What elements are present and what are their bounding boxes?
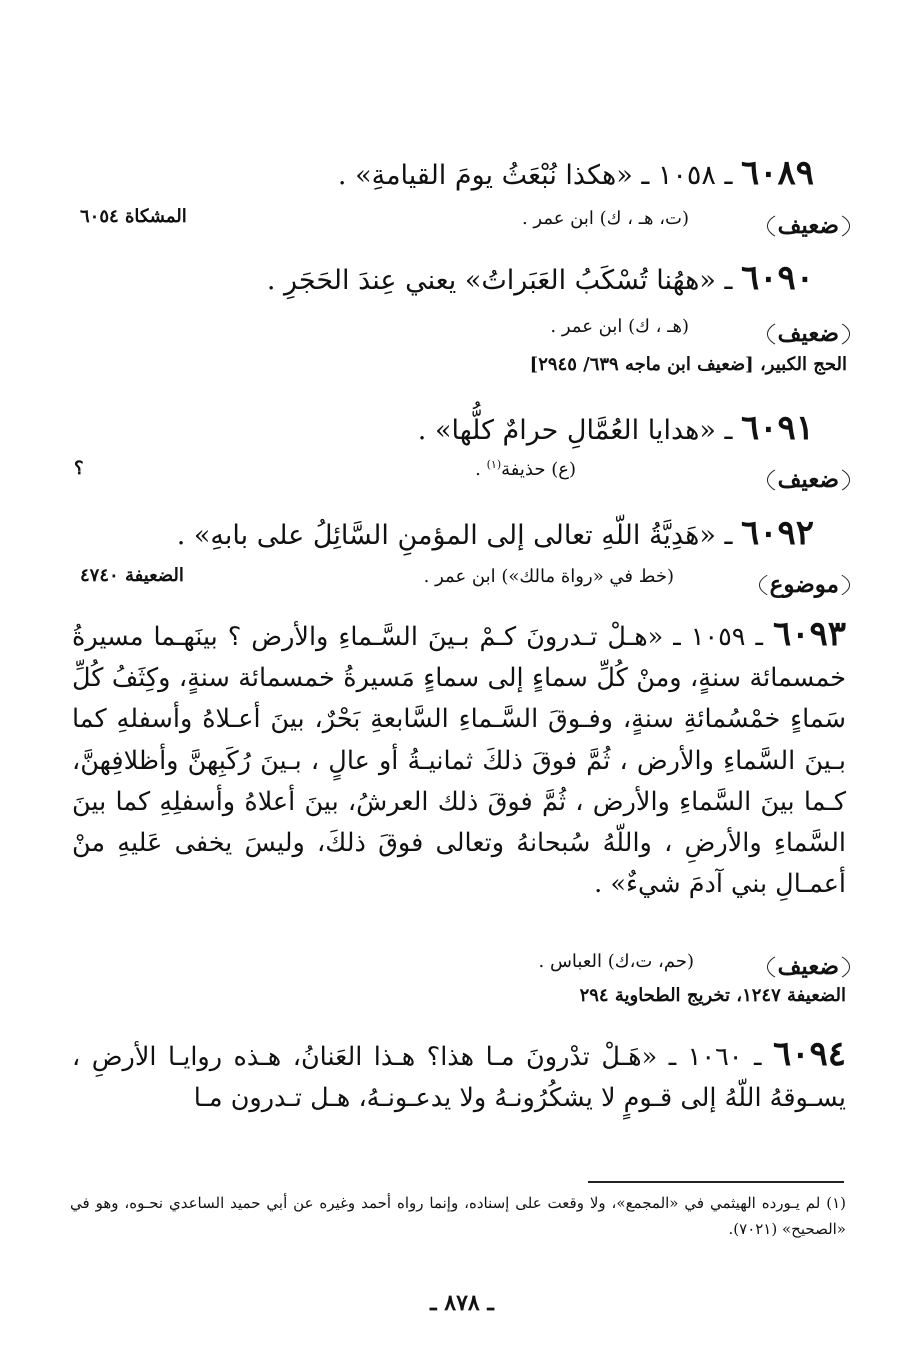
source-citation: (ع) حذيفة$^{(١)}$ .: [475, 458, 576, 480]
grade-badge: ضعيف: [767, 316, 850, 352]
grade-badge: ضعيف: [767, 462, 850, 498]
hadith-text: ـ ١٠٥٩ ـ «هـلْ تـدرونَ كـمْ بـينَ السَّـماءِ والأرض ؟ بينَهـما مسيرةُ خمسمائة سنةٍ، ومنْ كُلِّ سماءٍ إلى سماءٍ مَسيرةُ خمسمائة سنةٍ، وكِثَفُ كُلِّ سَماءٍ خمْسُمائةِ سنةٍ، وفـوقَ السَّـماءِ السَّابعةِ بَحْرٌ، بينَ أعـلاهُ وأسفلهِ كما بـينَ السَّماءِ والأرض ، ثُمَّ فوقَ ذلكَ ثمانيـةُ أو عالٍ ، بـينَ رُكَبِهنَّ وأظلافِهنَّ، كـما بينَ السَّماءِ والأرض ، ثُمَّ فوقَ ذلك العرشُ، بينَ أعلاهُ وأسفلِهِ كما بينَ السَّماءِ والأرضِ ، واللّهُ سُبحانهُ وتعالى فوقَ ذلكَ، وليسَ يخفى عَليهِ منْ أعمـالِ بني آدمَ شيءٌ» .: [72, 622, 846, 900]
hadith-text: ـ ١٠٥٨ ـ «هكذا نُبْعَثُ يومَ القيامةِ» .: [337, 160, 741, 191]
hadith-entry-6092: [177, 513, 814, 553]
reference-note: الحج الكبير، [ضعيف ابن ماجه ٦٣٩/ ٢٩٤٥]: [529, 354, 847, 375]
reference-note: ؟: [74, 458, 84, 479]
hadith-number: ٦٠٩٤: [772, 1034, 846, 1074]
hadith-text: ـ «هدايا العُمَّالِ حرامٌ كلُّها» .: [417, 415, 741, 446]
source-citation: (ت، هـ ، ك) ابن عمر .: [521, 208, 689, 229]
footnote-divider: [588, 1181, 844, 1183]
grade-badge: ضعيف: [767, 949, 850, 985]
footnote: (١) لم يـورده الهيثمي في «المجمع»، ولا وقعت على إسناده، وإنما رواه أحمد وغيره عن أبي حميد الساعدي نحـوه، وهو في «الصحيح» (٧٠٢١).: [70, 1194, 846, 1238]
hadith-number: ٦٠٩٣: [772, 614, 846, 654]
hadith-number: ٦٠٩٠: [740, 258, 814, 298]
hadith-entry-6089: [338, 153, 814, 193]
source-citation: (هـ ، ك) ابن عمر .: [550, 316, 689, 337]
page-number: ـ ٨٧٨ ـ: [430, 1290, 494, 1316]
hadith-text: ـ «هَدِيَّةُ اللّهِ تعالى إلى المؤمنِ السَّائِلُ على بابهِ» .: [176, 520, 741, 551]
source-citation: (خط في «رواة مالك») ابن عمر .: [423, 566, 674, 587]
hadith-text: ـ «ههُنا تُسْكَبُ العَبَراتُ» يعني عِندَ الحَجَرِ .: [266, 265, 741, 296]
grade-badge: ضعيف: [767, 208, 850, 244]
hadith-number: ٦٠٩١: [740, 408, 814, 448]
reference-note: الضعيفة ١٢٤٧، تخريج الطحاوية ٢٩٤: [579, 985, 846, 1006]
reference-note: المشكاة ٦٠٥٤: [80, 206, 187, 227]
source-citation: (حم، ت،ك) العباس .: [538, 951, 694, 972]
hadith-entry-6094: [72, 1034, 846, 1119]
grade-badge: موضوع: [759, 567, 850, 603]
reference-note: الضعيفة ٤٧٤٠: [80, 565, 184, 586]
hadith-text: ـ ١٠٦٠ ـ «هَـلْ تدْرونَ مـا هذا؟ هـذا العَنانُ، هـذه روايـا الأرضِ ، يسـوقهُ اللّهُ إلى قـومٍ لا يشكُرُونـهُ ولا يدعـونـهُ، هـل تـدرون مـا: [72, 1042, 846, 1114]
hadith-entry-6091: [418, 408, 814, 448]
hadith-number: ٦٠٩٢: [740, 513, 814, 553]
hadith-number: ٦٠٨٩: [740, 153, 814, 193]
hadith-entry-6093: [72, 614, 846, 905]
hadith-entry-6090: [267, 258, 814, 298]
